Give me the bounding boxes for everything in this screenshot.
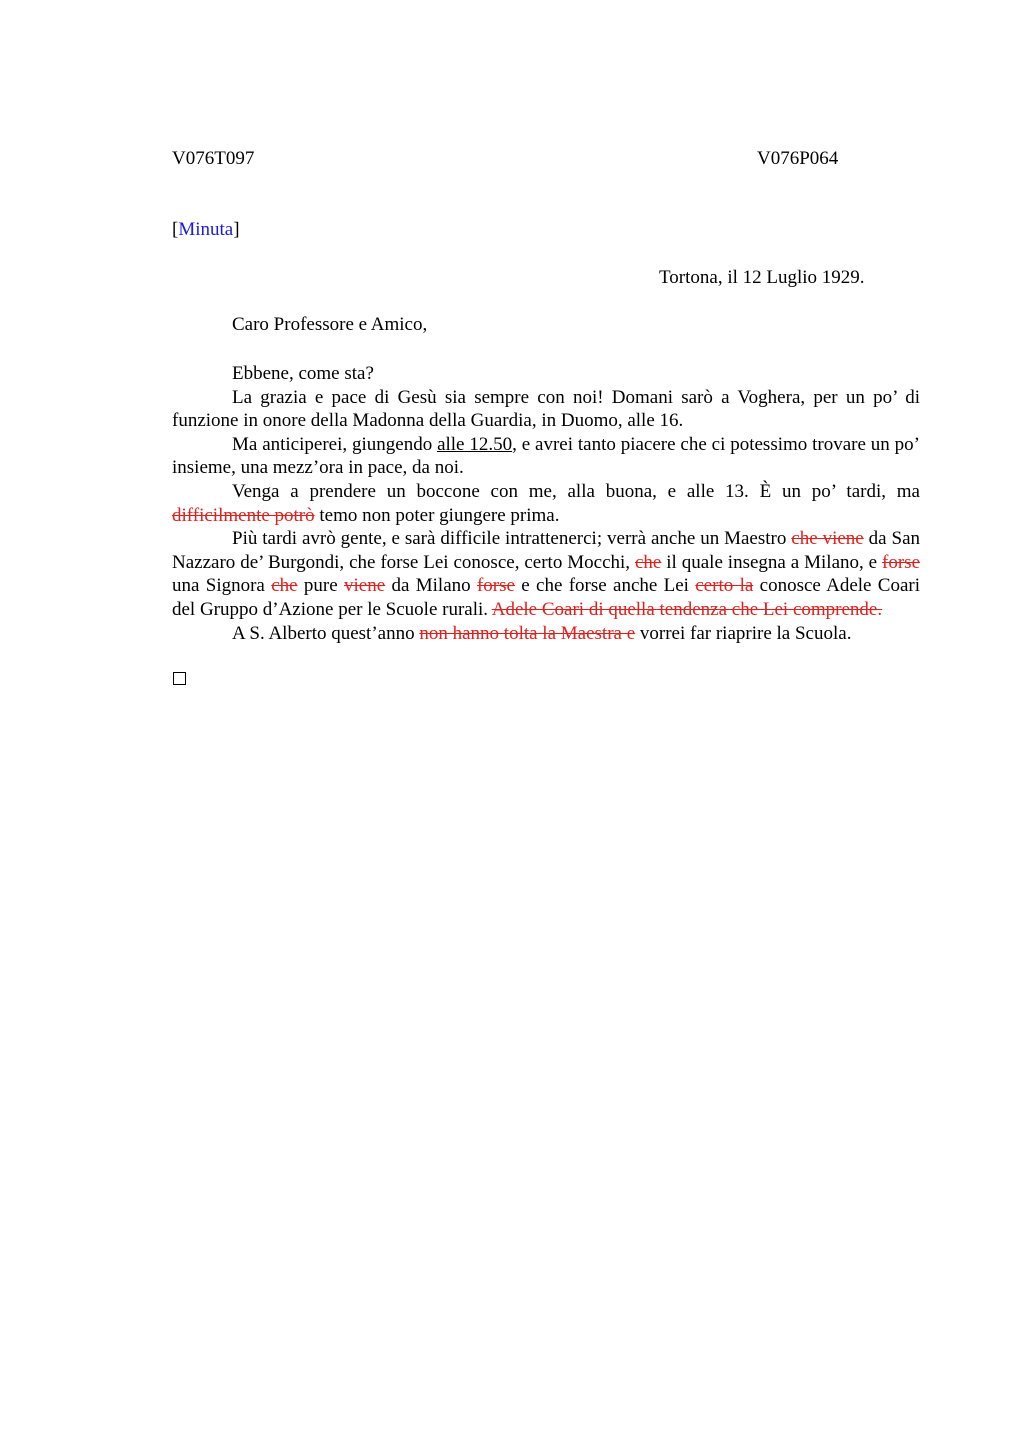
p5-deletion-6: forse: [476, 575, 515, 597]
p4-text-2: temo non poter giungere prima.: [314, 504, 560, 526]
minuta-label: [172, 219, 240, 241]
p5-deletion-5: viene: [344, 575, 386, 597]
p5-text-3: il quale insegna a Milano, e: [661, 551, 883, 573]
minuta-close-bracket: ]: [233, 219, 240, 240]
p5-text-6: da Milano: [385, 575, 477, 597]
p5-deletion-8: Adele Coari di quella tendenza che Lei comprende.: [491, 598, 883, 620]
paragraph-3: [172, 433, 920, 480]
p5-deletion-1: che viene: [791, 528, 864, 550]
p5-text-2: da San Nazzaro de’ Burgondi, che forse Lei conosce, certo Mocchi,: [172, 528, 921, 573]
p5-text-7: e che forse anche Lei: [514, 575, 696, 597]
p1-text: Ebbene, come sta?: [232, 363, 374, 384]
p6-text-1: A S. Alberto quest’anno: [232, 622, 420, 644]
letter-body: [172, 362, 920, 645]
p5-text-5: pure: [297, 575, 344, 597]
salutation: Caro Professore e Amico,: [232, 314, 428, 335]
end-marker-box-icon: [173, 672, 186, 685]
paragraph-1: [172, 362, 920, 386]
p5-text-1: Più tardi avrò gente, e sarà difficile intrattenerci; verrà anche un Maestro: [232, 528, 792, 550]
p5-text-8: conosce Adele Coari del Gruppo d’Azione per le Scuole rurali.: [172, 575, 921, 620]
paragraph-6: [172, 622, 920, 646]
date-line: Tortona, il 12 Luglio 1929.: [659, 267, 865, 288]
p2-text: La grazia e pace di Gesù sia sempre con noi! Domani sarò a Voghera, per un po’ di funzione in onore della Madonna della Guardia, in Duomo, alle 16.: [172, 386, 920, 432]
p4-text-1: Venga a prendere un boccone con me, alla buona, e alle 13. È un po’ tardi, ma: [232, 480, 920, 502]
minuta-text: Minuta: [178, 219, 234, 240]
p5-deletion-3: forse: [882, 551, 921, 573]
p5-deletion-2: che: [634, 551, 662, 573]
p6-text-2: vorrei far riaprire la Scuola.: [635, 622, 852, 644]
paragraph-5: [172, 527, 920, 621]
document-ref-left: V076T097: [172, 148, 255, 169]
p5-deletion-4: che: [271, 575, 298, 597]
p3-underlined-time: alle 12.50: [437, 433, 513, 455]
p3-text-2: , e avrei tanto piacere che ci potessimo trovare un po’ insieme, una mezz’ora in pace, da noi.: [172, 433, 920, 479]
p6-deletion-1: non hanno tolta la Maestra e: [419, 622, 636, 644]
paragraph-2: [172, 386, 920, 433]
p3-text-1: Ma anticiperei, giungendo: [232, 433, 438, 455]
minuta-open-bracket: [: [172, 219, 179, 240]
p5-deletion-7: certo la: [695, 575, 754, 597]
document-ref-right: V076P064: [757, 148, 839, 169]
paragraph-4: [172, 480, 920, 527]
p5-text-4: una Signora: [172, 575, 272, 597]
p4-deletion-1: difficilmente potrò: [172, 504, 315, 526]
